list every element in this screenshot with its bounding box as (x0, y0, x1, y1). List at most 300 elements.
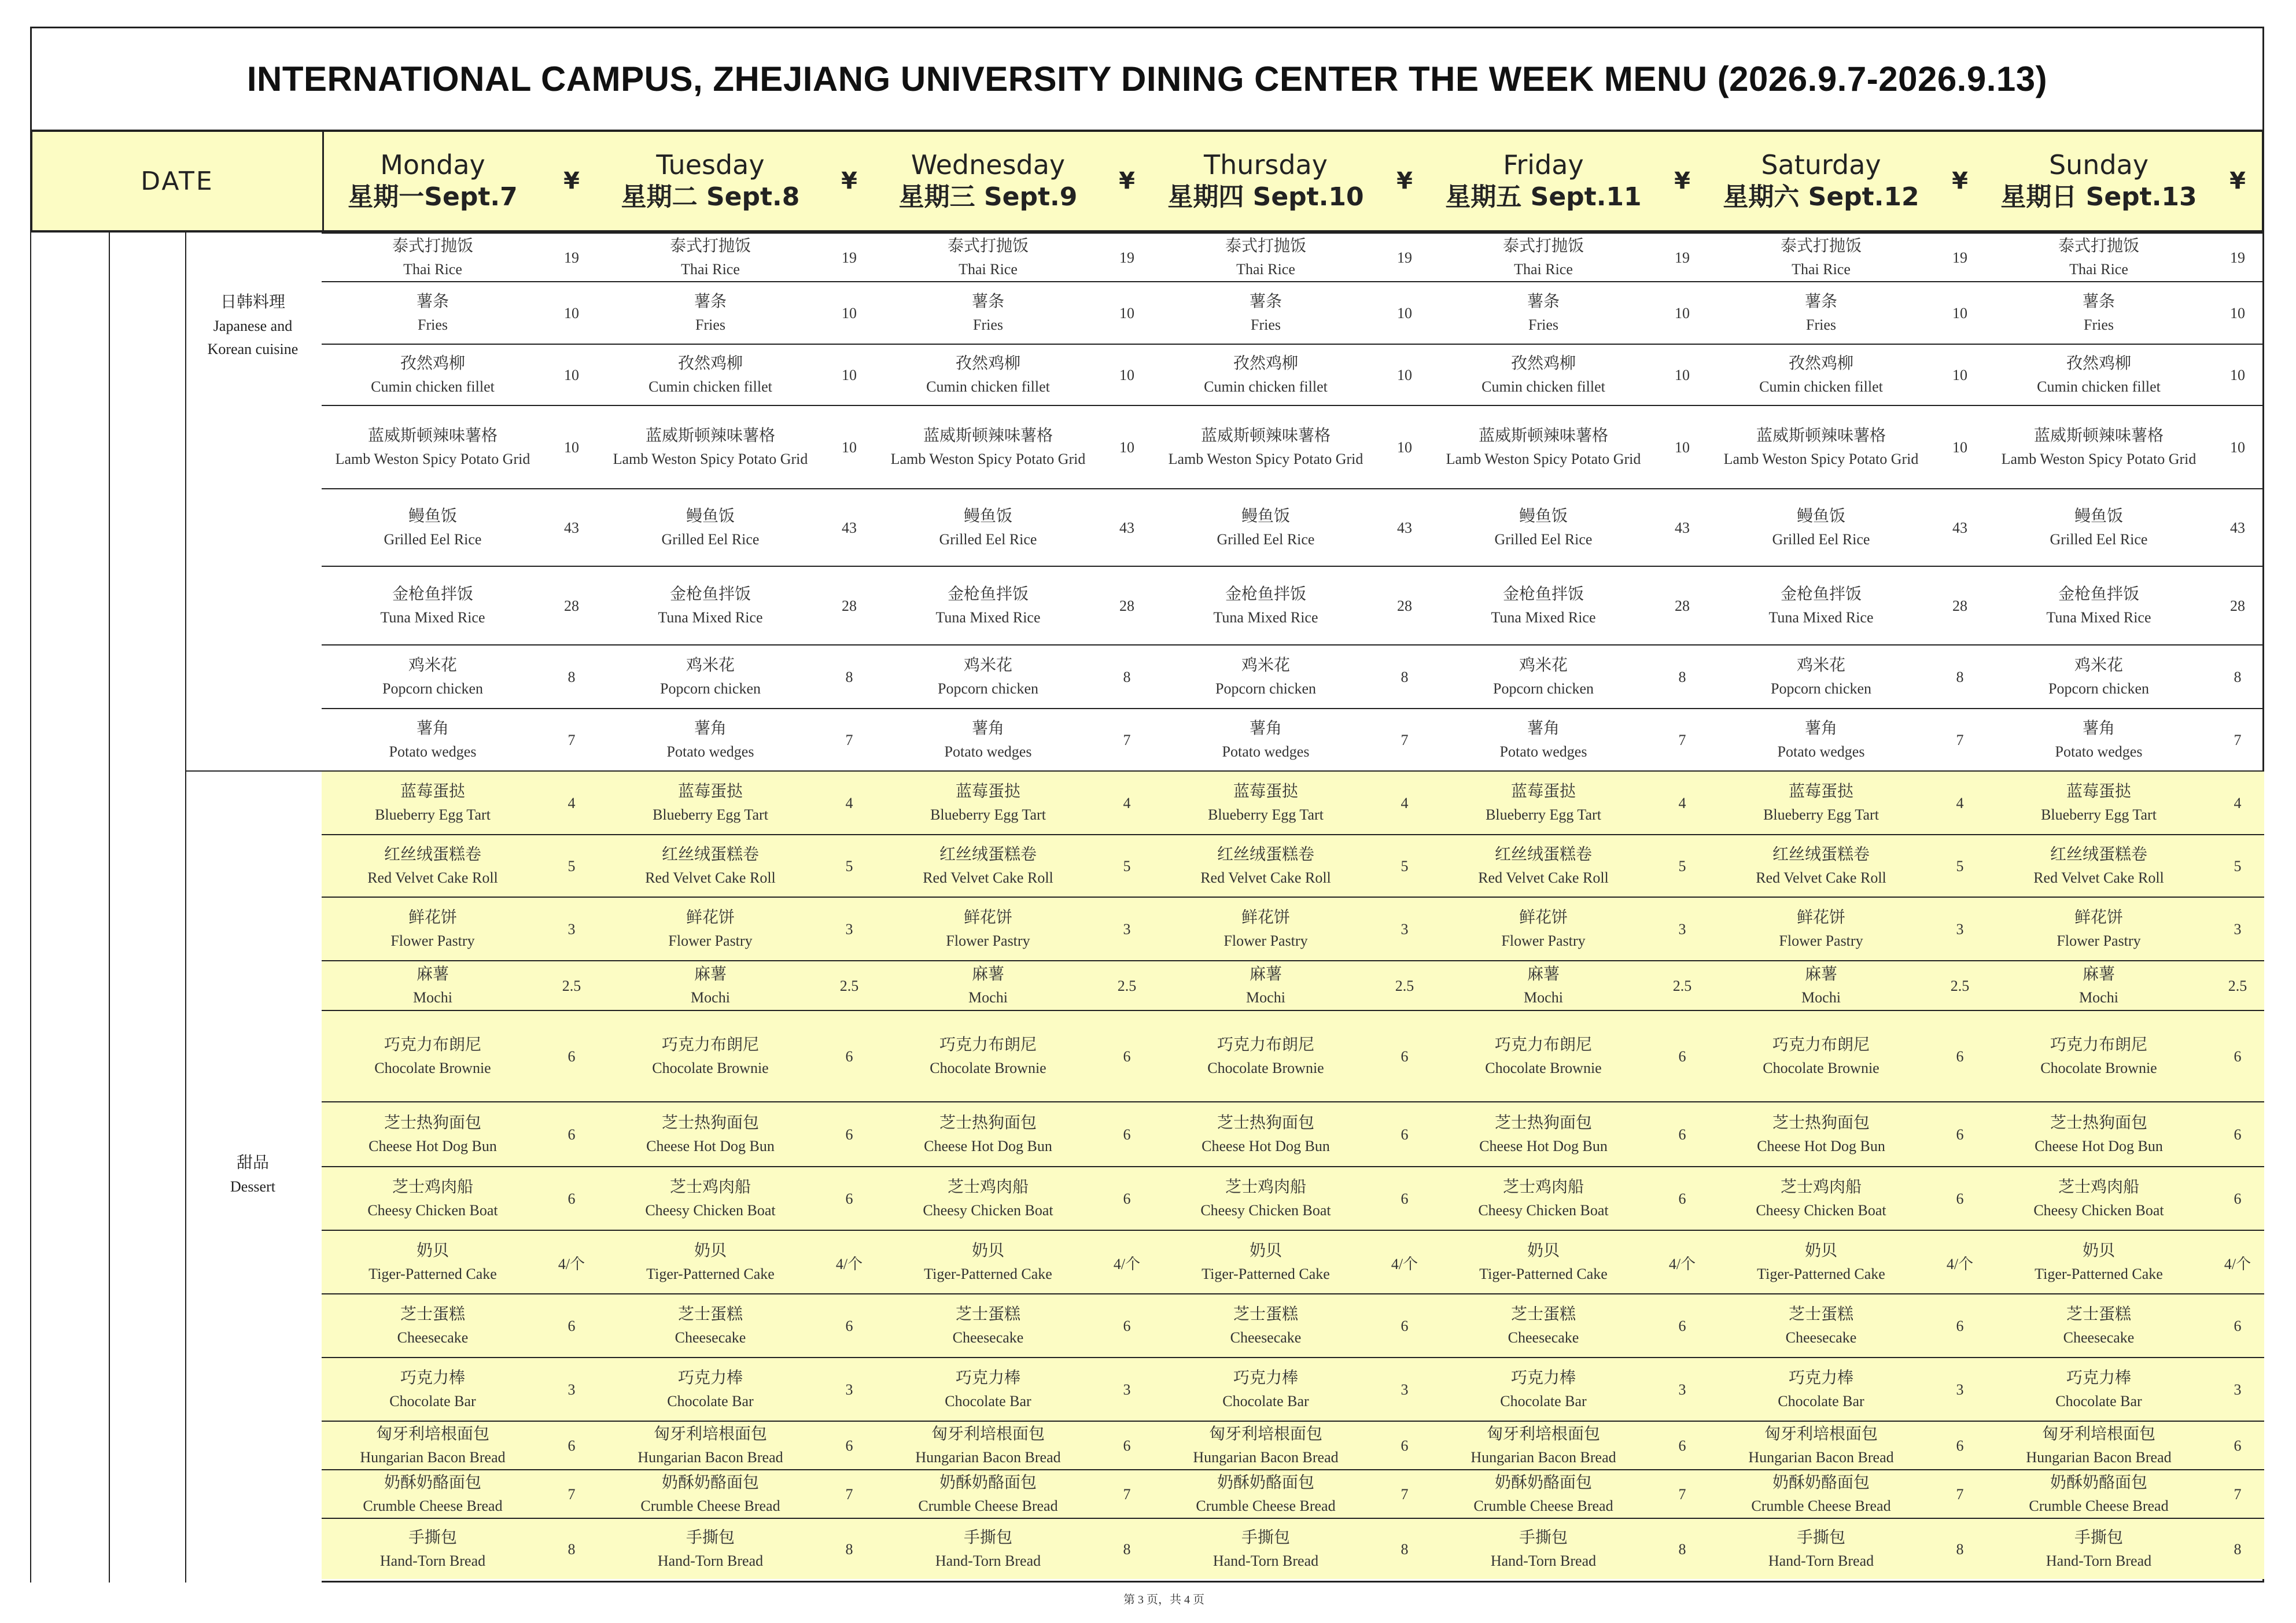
dish-cell (1988, 961, 2210, 1011)
dish-price: 19 (2230, 249, 2245, 266)
dish-name-cn: 鲜花饼 (1241, 909, 1290, 927)
day-header-friday (1432, 132, 1654, 230)
dish-name-en: Cheesy Chicken Boat (1200, 1202, 1331, 1219)
dish-price: 43 (2230, 519, 2245, 536)
dish-price: 19 (1397, 249, 1412, 266)
dish-cell (1710, 1294, 1932, 1358)
dish-cell (1432, 1294, 1654, 1358)
category-label (185, 233, 320, 770)
dish-price: 7 (1678, 1486, 1686, 1503)
dish-price: 10 (842, 367, 857, 383)
dish-name-en: Chocolate Brownie (1485, 1060, 1602, 1076)
dish-name-en: Tuna Mixed Rice (1491, 609, 1596, 626)
dish-name-en: Popcorn chicken (382, 680, 483, 697)
dish-price: 6 (1956, 1318, 1964, 1334)
dish-name-en: Red Velvet Cake Roll (1756, 869, 1886, 886)
menu-row (322, 644, 2264, 708)
dish-name-en: Hungarian Bacon Bread (360, 1449, 506, 1466)
dish-name-cn: 芝士热狗面包 (2050, 1114, 2147, 1132)
dish-price: 10 (842, 305, 857, 322)
dish-cell (1432, 961, 1654, 1011)
dish-cell (1432, 1422, 1654, 1470)
dish-name-en: Hand-Torn Bread (1768, 1552, 1874, 1569)
dish-cell (599, 961, 821, 1011)
dish-cell (322, 898, 544, 961)
dish-name-cn: 奶贝 (694, 1242, 727, 1260)
dish-name-cn: 匈牙利培根面包 (1486, 1425, 1600, 1443)
dish-cell (1988, 1358, 2210, 1422)
dish-name-en: Blueberry Egg Tart (653, 806, 768, 823)
dish-name-cn: 红丝绒蛋糕卷 (661, 846, 759, 864)
category-name-en: Dessert (230, 1178, 275, 1195)
dish-cell (322, 1167, 544, 1231)
dish-cell (877, 1294, 1099, 1358)
dish-cell (1155, 489, 1377, 567)
dish-name-en: Cumin chicken fillet (371, 378, 495, 395)
dish-name-en: Cheesy Chicken Boat (367, 1202, 498, 1219)
dish-cell (877, 345, 1099, 406)
dish-price: 3 (1401, 1381, 1409, 1398)
dish-price: 19 (842, 249, 857, 266)
dish-cell (1988, 709, 2210, 772)
dish-name-en: Blueberry Egg Tart (1486, 806, 1601, 823)
dish-name-en: Fries (973, 316, 1003, 333)
category-name-en: Japanese and Korean cuisine (207, 318, 298, 357)
dish-name-en: Tuna Mixed Rice (935, 609, 1041, 626)
dish-name-cn: 蓝威斯顿辣味薯格 (2033, 427, 2164, 445)
dish-price: 5 (1401, 858, 1409, 875)
dish-name-en: Red Velvet Cake Roll (1478, 869, 1609, 886)
dish-name-cn: 蓝威斯顿辣味薯格 (645, 427, 775, 445)
dish-name-cn: 孜然鸡柳 (1788, 355, 1853, 372)
dish-price: 6 (845, 1318, 853, 1334)
dish-name-cn: 芝士鸡肉船 (392, 1178, 473, 1196)
dish-price: 7 (1123, 1486, 1131, 1503)
dish-name-cn: 手撕包 (686, 1529, 735, 1547)
menu-row (322, 1010, 2264, 1101)
dish-price: 3 (2234, 1381, 2242, 1398)
dish-name-en: Chocolate Brownie (930, 1060, 1046, 1076)
dish-name-en: Thai Rice (1792, 261, 1851, 278)
dish-name-cn: 金枪鱼拌饭 (392, 585, 473, 603)
dish-name-en: Cheesy Chicken Boat (645, 1202, 776, 1219)
dish-name-en: Flower Pastry (390, 932, 475, 949)
dish-name-cn: 奶酥奶酪面包 (661, 1474, 759, 1492)
dish-cell (877, 1470, 1099, 1519)
day-header-thursday (1155, 132, 1377, 230)
dish-name-cn: 鸡米花 (1241, 656, 1290, 674)
dish-name-en: Lamb Weston Spicy Potato Grid (890, 451, 1086, 467)
dish-price: 43 (564, 519, 579, 536)
dish-name-cn: 泰式打抛饭 (1502, 237, 1584, 255)
dish-name-cn: 芝士蛋糕 (1788, 1305, 1853, 1323)
dish-cell (1155, 282, 1377, 345)
category-divider (185, 770, 322, 772)
dish-name-en: Popcorn chicken (937, 680, 1038, 697)
dish-name-en: Grilled Eel Rice (1772, 531, 1870, 548)
dish-price: 6 (2234, 1318, 2242, 1334)
title-box (30, 27, 2264, 130)
dish-name-cn: 鲜花饼 (963, 909, 1012, 927)
dish-name-cn: 鸡米花 (1519, 656, 1568, 674)
category-name-cn: 甜品 (236, 1154, 269, 1172)
dish-cell (599, 1294, 821, 1358)
dish-name-en: Cheese Hot Dog Bun (368, 1138, 497, 1154)
dish-price: 10 (2230, 367, 2245, 383)
dish-price: 4/个 (1946, 1255, 1974, 1272)
dish-name-cn: 红丝绒蛋糕卷 (1772, 846, 1870, 864)
dish-name-cn: 手撕包 (2074, 1529, 2123, 1547)
dish-name-cn: 芝士蛋糕 (1233, 1305, 1298, 1323)
dish-cell (599, 1167, 821, 1231)
dish-name-cn: 匈牙利培根面包 (2041, 1425, 2155, 1443)
dish-name-cn: 手撕包 (1519, 1529, 1568, 1547)
dish-cell (1155, 772, 1377, 835)
dish-cell (877, 772, 1099, 835)
dish-name-cn: 蓝莓蛋挞 (1233, 783, 1298, 801)
dish-cell (877, 961, 1099, 1011)
dish-name-en: Flower Pastry (1223, 932, 1308, 949)
dish-name-cn: 芝士鸡肉船 (1502, 1178, 1584, 1196)
dish-cell (877, 1167, 1099, 1231)
dish-name-cn: 蓝莓蛋挞 (2066, 783, 2131, 801)
dish-price: 8 (1123, 669, 1131, 685)
dish-price: 3 (2234, 921, 2242, 938)
dish-name-cn: 薯角 (1527, 720, 1560, 737)
dish-name-en: Cheesecake (1230, 1329, 1302, 1346)
dish-price: 5 (1123, 858, 1131, 875)
dish-cell (877, 1358, 1099, 1422)
dish-price: 3 (1123, 921, 1131, 938)
dish-cell (599, 1011, 821, 1102)
dish-name-cn: 匈牙利培根面包 (653, 1425, 767, 1443)
dish-cell (599, 898, 821, 961)
dish-name-en: Cumin chicken fillet (1481, 378, 1605, 395)
dish-name-en: Chocolate Brownie (2040, 1060, 2157, 1076)
dish-name-cn: 芝士蛋糕 (400, 1305, 465, 1323)
dish-name-en: Mochi (1246, 989, 1285, 1006)
dish-name-en: Hungarian Bacon Bread (2026, 1449, 2172, 1466)
dish-name-cn: 芝士热狗面包 (1772, 1114, 1870, 1132)
dish-price: 4 (1678, 795, 1686, 812)
dish-name-cn: 芝士鸡肉船 (947, 1178, 1029, 1196)
dish-price: 7 (1401, 732, 1409, 748)
dish-name-cn: 奶酥奶酪面包 (1772, 1474, 1870, 1492)
dish-price: 6 (1678, 1048, 1686, 1065)
dish-price: 6 (2234, 1048, 2242, 1065)
dish-price: 10 (1675, 367, 1690, 383)
dish-cell (1710, 1358, 1932, 1422)
menu-body (30, 233, 2264, 1583)
dish-price: 10 (2230, 305, 2245, 322)
dish-cell (1432, 709, 1654, 772)
dish-name-cn: 奶酥奶酪面包 (2050, 1474, 2147, 1492)
dish-price: 2.5 (1950, 978, 1970, 994)
dish-price: 6 (1123, 1190, 1131, 1207)
dish-name-en: Chocolate Brownie (652, 1060, 769, 1076)
dish-name-cn: 奶贝 (416, 1242, 449, 1260)
dish-name-en: Lamb Weston Spicy Potato Grid (1723, 451, 1919, 467)
dish-price: 2.5 (1117, 978, 1137, 994)
dish-name-en: Cheese Hot Dog Bun (646, 1138, 775, 1154)
dish-cell (1155, 406, 1377, 489)
dish-name-cn: 巧克力布朗尼 (1772, 1036, 1870, 1054)
dish-cell (1155, 567, 1377, 645)
dish-name-cn: 蓝威斯顿辣味薯格 (1756, 427, 1886, 445)
dish-name-en: Cumin chicken fillet (2037, 378, 2161, 395)
dish-name-en: Fries (418, 316, 448, 333)
dish-name-cn: 鸡米花 (686, 656, 735, 674)
dish-cell (877, 1422, 1099, 1470)
dish-name-cn: 巧克力布朗尼 (2050, 1036, 2147, 1054)
dish-price: 8 (1956, 1541, 1964, 1558)
dish-name-en: Mochi (968, 989, 1008, 1006)
dish-name-en: Hungarian Bacon Bread (1471, 1449, 1616, 1466)
dish-name-en: Tuna Mixed Rice (658, 609, 763, 626)
dish-name-cn: 鸡米花 (963, 656, 1012, 674)
price-header: ¥ (1396, 168, 1413, 194)
dish-name-en: Flower Pastry (1779, 932, 1863, 949)
dish-name-cn: 红丝绒蛋糕卷 (2050, 846, 2147, 864)
dish-cell (877, 489, 1099, 567)
dish-cell (877, 282, 1099, 345)
dish-cell (1432, 1102, 1654, 1167)
dish-cell (599, 709, 821, 772)
dish-name-cn: 匈牙利培根面包 (1208, 1425, 1322, 1443)
dish-cell (1710, 1422, 1932, 1470)
dish-name-cn: 蓝莓蛋挞 (1510, 783, 1576, 801)
dish-name-cn: 鳗鱼饭 (408, 507, 457, 525)
dish-name-cn: 巧克力布朗尼 (384, 1036, 481, 1054)
dish-price: 4 (1401, 795, 1409, 812)
dish-name-en: Cheesecake (1785, 1329, 1857, 1346)
dish-name-en: Grilled Eel Rice (384, 531, 482, 548)
dish-name-en: Thai Rice (959, 261, 1018, 278)
dish-price: 4/个 (558, 1255, 585, 1272)
dish-price: 10 (564, 367, 579, 383)
dish-name-cn: 蓝威斯顿辣味薯格 (1478, 427, 1608, 445)
dish-name-en: Tuna Mixed Rice (1768, 609, 1874, 626)
dish-name-cn: 巧克力布朗尼 (661, 1036, 759, 1054)
dish-cell (1432, 567, 1654, 645)
dish-cell (1988, 1231, 2210, 1294)
dish-price: 6 (567, 1190, 576, 1207)
dish-price: 4 (845, 795, 853, 812)
dish-name-en: Blueberry Egg Tart (375, 806, 491, 823)
dish-name-en: Hand-Torn Bread (379, 1552, 486, 1569)
dish-name-cn: 鳗鱼饭 (2074, 507, 2123, 525)
dish-name-en: Crumble Cheese Bread (640, 1497, 780, 1514)
dish-name-en: Cheesecake (675, 1329, 746, 1346)
dish-name-en: Chocolate Bar (1778, 1393, 1864, 1410)
price-header: ¥ (1952, 168, 1968, 194)
dish-cell (1710, 1470, 1932, 1519)
dish-cell (1710, 1011, 1932, 1102)
dish-name-cn: 芝士热狗面包 (661, 1114, 759, 1132)
dish-price: 4 (1956, 795, 1964, 812)
day-date: 星期六 Sept.12 (1723, 182, 1919, 212)
dish-cell (1432, 898, 1654, 961)
dish-name-cn: 巧克力棒 (2066, 1369, 2131, 1387)
dish-price: 10 (1119, 367, 1134, 383)
dish-cell (1710, 282, 1932, 345)
dish-name-en: Cumin chicken fillet (926, 378, 1050, 395)
dish-cell (877, 567, 1099, 645)
dish-name-en: Hand-Torn Bread (657, 1552, 764, 1569)
dish-cell (1155, 1102, 1377, 1167)
dish-name-cn: 巧克力棒 (400, 1369, 465, 1387)
dish-cell (1155, 961, 1377, 1011)
dish-name-en: Hungarian Bacon Bread (915, 1449, 1061, 1466)
dish-name-en: Cheesy Chicken Boat (2033, 1202, 2164, 1219)
dish-cell (877, 645, 1099, 709)
dish-name-en: Fries (1528, 316, 1558, 333)
dish-price: 7 (1678, 732, 1686, 748)
dish-cell (599, 1470, 821, 1519)
dish-price: 28 (1675, 597, 1690, 614)
dish-name-cn: 手撕包 (1241, 1529, 1290, 1547)
dish-cell (1432, 772, 1654, 835)
dish-cell (599, 772, 821, 835)
dish-name-en: Cumin chicken fillet (648, 378, 772, 395)
day-header-sunday (1988, 132, 2210, 230)
dish-cell (1710, 1519, 1932, 1580)
dish-name-en: Hungarian Bacon Bread (1748, 1449, 1894, 1466)
category-column (30, 233, 322, 1583)
dish-cell (599, 1358, 821, 1422)
dish-cell (1432, 1470, 1654, 1519)
dish-price: 19 (1952, 249, 1967, 266)
dish-price: 10 (1119, 439, 1134, 456)
dish-price: 10 (1952, 367, 1967, 383)
dish-name-cn: 泰式打抛饭 (2058, 237, 2139, 255)
day-date: 星期四 Sept.10 (1167, 182, 1364, 212)
dish-price: 4/个 (1668, 1255, 1696, 1272)
day-header-saturday (1710, 132, 1932, 230)
dish-name-en: Cheese Hot Dog Bun (924, 1138, 1052, 1154)
dish-cell (599, 1422, 821, 1470)
dish-price: 2.5 (1395, 978, 1414, 994)
dish-price: 5 (1678, 858, 1686, 875)
dish-name-cn: 麻薯 (1804, 965, 1837, 983)
dish-name-en: Fries (2084, 316, 2114, 333)
dish-name-cn: 奶酥奶酪面包 (1217, 1474, 1314, 1492)
dish-cell (1155, 645, 1377, 709)
dish-name-en: Chocolate Bar (1222, 1393, 1309, 1410)
dish-name-cn: 芝士鸡肉船 (1780, 1178, 1862, 1196)
dish-price: 3 (567, 1381, 576, 1398)
dish-cell (322, 1011, 544, 1102)
dish-name-cn: 蓝威斯顿辣味薯格 (1200, 427, 1331, 445)
dish-name-en: Lamb Weston Spicy Potato Grid (613, 451, 808, 467)
dish-cell (1155, 1011, 1377, 1102)
dish-name-cn: 红丝绒蛋糕卷 (1217, 846, 1314, 864)
divider-line (109, 233, 110, 1583)
dish-name-en: Hand-Torn Bread (1490, 1552, 1597, 1569)
dish-price: 6 (845, 1437, 853, 1454)
dish-price: 6 (1401, 1318, 1409, 1334)
dish-name-cn: 薯角 (2082, 720, 2115, 737)
dish-name-cn: 麻薯 (1249, 965, 1282, 983)
dish-name-cn: 奶贝 (1804, 1242, 1837, 1260)
dish-name-cn: 巧克力棒 (955, 1369, 1020, 1387)
dish-price: 6 (1401, 1437, 1409, 1454)
dish-name-cn: 蓝莓蛋挞 (400, 783, 465, 801)
dish-price: 8 (567, 1541, 576, 1558)
dish-price: 4/个 (835, 1255, 863, 1272)
dish-cell (322, 1294, 544, 1358)
dish-price: 28 (564, 597, 579, 614)
dish-cell (322, 1519, 544, 1580)
dish-cell (1155, 1167, 1377, 1231)
dish-name-en: Lamb Weston Spicy Potato Grid (2001, 451, 2197, 467)
dish-price: 19 (1675, 249, 1690, 266)
dish-price: 7 (1401, 1486, 1409, 1503)
dish-price: 28 (1952, 597, 1967, 614)
dish-cell (1710, 772, 1932, 835)
dish-name-en: Potato wedges (1499, 743, 1587, 760)
dish-name-cn: 薯角 (1249, 720, 1282, 737)
dish-price: 6 (845, 1190, 853, 1207)
dish-cell (599, 645, 821, 709)
dish-cell (1988, 835, 2210, 898)
dish-cell (599, 282, 821, 345)
dish-name-en: Thai Rice (681, 261, 740, 278)
dish-price: 6 (1123, 1437, 1131, 1454)
dish-price: 6 (567, 1048, 576, 1065)
dish-price: 7 (1956, 732, 1964, 748)
dish-price: 7 (2234, 1486, 2242, 1503)
dish-name-cn: 泰式打抛饭 (1780, 237, 1862, 255)
dish-cell (1988, 1294, 2210, 1358)
dish-cell (1155, 1422, 1377, 1470)
dish-name-en: Crumble Cheese Bread (1473, 1497, 1613, 1514)
dish-name-cn: 匈牙利培根面包 (931, 1425, 1045, 1443)
dish-price: 4 (567, 795, 576, 812)
dish-price: 8 (567, 669, 576, 685)
dish-price: 8 (2234, 1541, 2242, 1558)
dish-cell (1432, 282, 1654, 345)
dish-price: 8 (845, 1541, 853, 1558)
dish-name-cn: 麻薯 (2082, 965, 2115, 983)
day-date: 星期一Sept.7 (348, 182, 518, 212)
dish-name-en: Fries (695, 316, 725, 333)
dish-name-en: Potato wedges (2055, 743, 2143, 760)
dish-name-en: Tiger-Patterned Cake (646, 1266, 775, 1282)
menu-row (322, 1357, 2264, 1421)
menu-row (322, 1421, 2264, 1469)
dish-price: 6 (1956, 1126, 1964, 1143)
header-row (30, 130, 2264, 233)
dish-price: 5 (567, 858, 576, 875)
dish-name-cn: 孜然鸡柳 (2066, 355, 2131, 372)
dish-price: 3 (567, 921, 576, 938)
dish-price: 2.5 (839, 978, 859, 994)
dish-price: 43 (1675, 519, 1690, 536)
dish-price: 10 (564, 439, 579, 456)
dish-cell (1432, 1011, 1654, 1102)
dish-name-cn: 手撕包 (1796, 1529, 1845, 1547)
dish-price: 6 (1678, 1190, 1686, 1207)
dish-name-en: Thai Rice (2069, 261, 2128, 278)
dish-name-cn: 蓝威斯顿辣味薯格 (367, 427, 497, 445)
dish-name-en: Cheesecake (2063, 1329, 2135, 1346)
dish-cell (1988, 645, 2210, 709)
dish-name-cn: 薯角 (971, 720, 1004, 737)
dish-cell (877, 406, 1099, 489)
dish-name-en: Cheesy Chicken Boat (1756, 1202, 1886, 1219)
dish-price: 6 (1956, 1190, 1964, 1207)
